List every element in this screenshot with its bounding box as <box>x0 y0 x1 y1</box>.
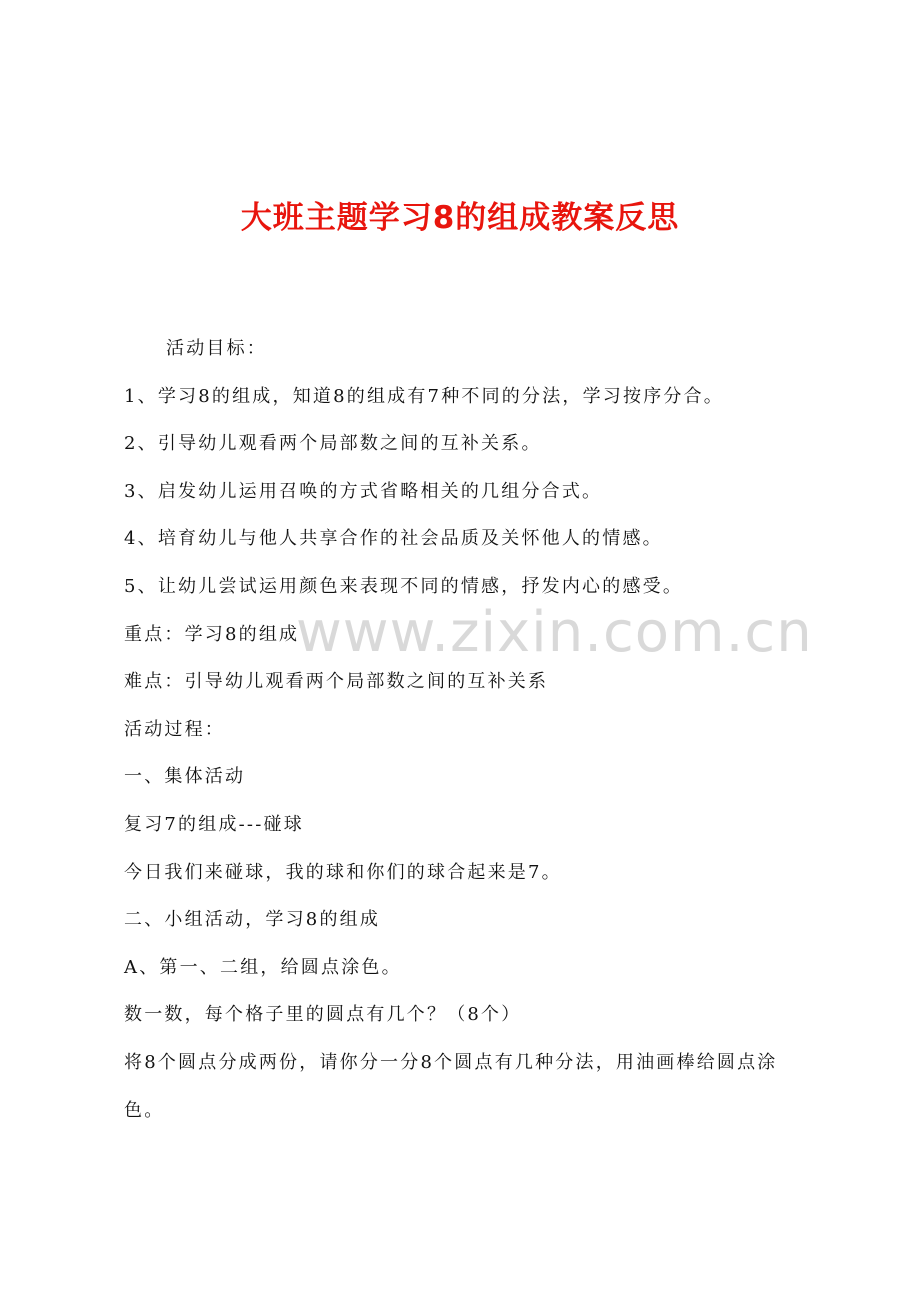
objective-item-4: 4、培育幼儿与他人共享合作的社会品质及关怀他人的情感。 <box>124 528 663 550</box>
document-body <box>124 325 814 1134</box>
document-title: 大班主题学习8的组成教案反思 <box>240 200 680 236</box>
body-paragraph: 复习7的组成---碰球 <box>124 813 304 835</box>
objective-item-3: 3、启发幼儿运用召唤的方式省略相关的几组分合式。 <box>124 480 603 502</box>
objective-item-5: 5、让幼儿尝试运用颜色来表现不同的情感，抒发内心的感受。 <box>124 575 684 597</box>
section-heading-process: 活动过程： <box>124 718 225 740</box>
key-point: 重点：学习8的组成 <box>124 623 300 645</box>
body-paragraph: 将8个圆点分成两份，请你分一分8个圆点有几种分法，用油画棒给圆点涂色。 <box>124 1051 778 1121</box>
objective-item-1: 1、学习8的组成，知道8的组成有7种不同的分法，学习按序分合。 <box>124 385 725 407</box>
difficulty-point: 难点：引导幼儿观看两个局部数之间的互补关系 <box>124 671 549 693</box>
process-step-heading-2: 二、小组活动，学习8的组成 <box>124 909 381 931</box>
body-paragraph: A、第一、二组，给圆点涂色。 <box>124 956 402 978</box>
watermark: www.zixin.com.cn <box>296 600 813 665</box>
body-paragraph: 今日我们来碰球，我的球和你们的球合起来是7。 <box>124 861 562 883</box>
process-step-heading-1: 一、集体活动 <box>124 766 246 788</box>
objective-item-2: 2、引导幼儿观看两个局部数之间的互补关系。 <box>124 433 542 455</box>
section-heading-objectives: 活动目标： <box>166 338 267 359</box>
body-paragraph: 数一数，每个格子里的圆点有几个？（8个） <box>124 1004 522 1026</box>
